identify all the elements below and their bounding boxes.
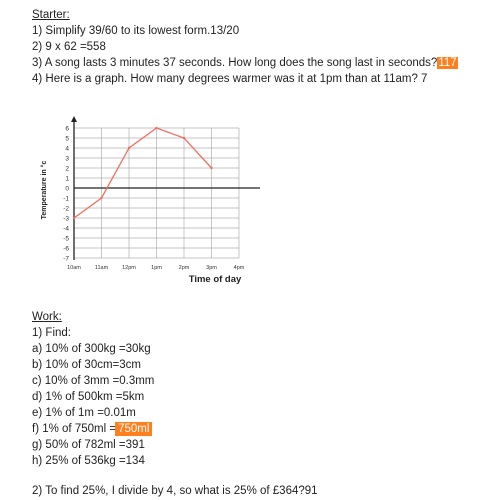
y-tick-label: 1 bbox=[65, 175, 69, 183]
x-tick-label: 2pm bbox=[178, 265, 190, 271]
y-tick-label: 4 bbox=[65, 145, 69, 153]
y-axis-arrow bbox=[71, 116, 77, 122]
starter-question-3-text: 3) A song lasts 3 minutes 37 seconds. How long does the song last in seconds? bbox=[32, 57, 438, 69]
y-tick-label: 5 bbox=[65, 135, 69, 143]
starter-question-2: 2) 9 x 62 =558 bbox=[32, 41, 106, 53]
starter-question-3-answer: 117 bbox=[438, 57, 457, 69]
x-tick-label: 10am bbox=[67, 265, 81, 271]
y-tick-label: 0 bbox=[65, 185, 69, 193]
work-item-g: g) 50% of 782ml =391 bbox=[32, 439, 145, 451]
temperature-data-point bbox=[155, 127, 157, 129]
x-tick-label: 3pm bbox=[206, 265, 217, 271]
work-item-f-answer: 750ml bbox=[118, 423, 150, 435]
temperature-line-graph bbox=[30, 108, 260, 288]
y-tick-label: -2 bbox=[63, 205, 69, 213]
y-tick-label: 6 bbox=[65, 125, 69, 133]
chart-series bbox=[73, 127, 213, 219]
y-tick-label: -3 bbox=[63, 215, 69, 223]
starter-question-1: 1) Simplify 39/60 to its lowest form.13/20 bbox=[32, 25, 240, 37]
work-item-c: c) 10% of 3mm =0.3mm bbox=[32, 375, 155, 387]
y-tick-label: -6 bbox=[63, 245, 69, 253]
starter-heading: Starter: bbox=[32, 9, 70, 21]
temperature-data-point bbox=[128, 147, 130, 149]
y-tick-label: -5 bbox=[63, 235, 69, 243]
starter-question-3 bbox=[32, 56, 458, 70]
work-item-a: a) 10% of 300kg =30kg bbox=[32, 343, 151, 355]
work-item-e: e) 1% of 1m =0.01m bbox=[32, 407, 136, 419]
work-question-2: 2) To find 25%, I divide by 4, so what is 25% of £364?91 bbox=[32, 485, 318, 497]
temperature-data-point bbox=[100, 197, 102, 199]
x-tick-label: 11am bbox=[94, 265, 109, 271]
temperature-data-point bbox=[73, 217, 75, 219]
x-tick-label: 12pm bbox=[122, 265, 136, 271]
y-tick-label: 2 bbox=[65, 165, 69, 173]
temperature-data-point bbox=[183, 137, 185, 139]
work-item-h: h) 25% of 536kg =134 bbox=[32, 455, 145, 467]
x-tick-label: 4pm bbox=[233, 265, 245, 271]
temperature-data-point bbox=[210, 167, 212, 169]
y-tick-label: -7 bbox=[63, 255, 69, 263]
y-tick-label: -1 bbox=[63, 195, 69, 203]
temperature-series-line bbox=[74, 128, 212, 218]
y-tick-label: -4 bbox=[63, 225, 69, 233]
chart-y-axis-label: Temperature in °c bbox=[41, 160, 48, 220]
work-item-b: b) 10% of 30cm=3cm bbox=[32, 359, 141, 371]
starter-question-4: 4) Here is a graph. How many degrees warmer was it at 1pm than at 11am? 7 bbox=[32, 73, 428, 85]
chart-x-axis-label: Time of day bbox=[188, 274, 242, 285]
x-tick-label: 1pm bbox=[151, 265, 162, 271]
work-heading: Work: bbox=[32, 311, 62, 323]
y-tick-label: 3 bbox=[65, 155, 69, 163]
chart-axes bbox=[71, 116, 260, 260]
work-item-d: d) 1% of 500km =5km bbox=[32, 391, 145, 403]
work-item-f bbox=[32, 422, 151, 436]
chart-grid bbox=[74, 128, 239, 258]
work-item-f-text: f) 1% of 750ml = bbox=[32, 423, 117, 435]
work-find: 1) Find: bbox=[32, 327, 71, 339]
